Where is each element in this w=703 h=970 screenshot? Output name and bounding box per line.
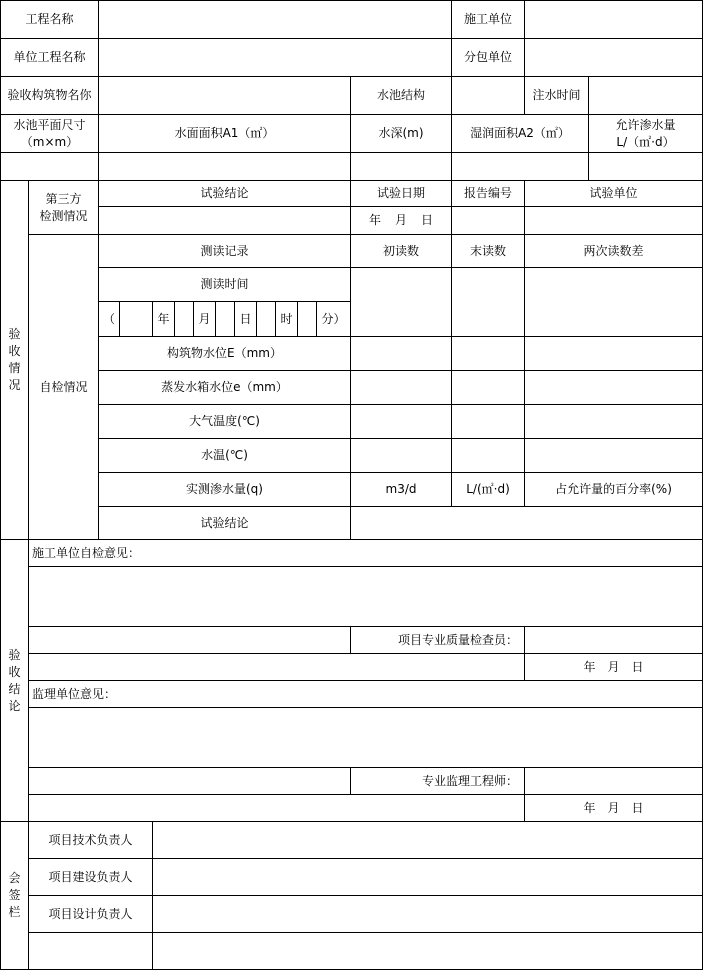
third-party-line1: 第三方 [45,191,82,206]
time-year-field[interactable] [119,301,153,337]
supervision-opinion-label: 监理单位意见： [28,680,703,708]
test-date-header: 试验日期 [350,180,452,207]
time-month-label: 月 [193,301,216,337]
water-area-label: 水面面积A1（㎡） [98,114,351,153]
time-hour-field[interactable] [256,301,276,337]
conclusion-title-char: 验 [8,647,21,662]
reading-time-label: 测读时间 [98,267,351,302]
wet-area-field[interactable] [451,152,589,181]
subcontract-unit-label: 分包单位 [451,38,525,77]
structure-level-diff[interactable] [524,336,703,371]
construction-sign-date[interactable]: 年 月 日 [524,653,703,681]
self-test-conclusion-field[interactable] [350,506,703,540]
water-temp-diff[interactable] [524,438,703,473]
air-temp-first[interactable] [350,404,452,439]
test-conclusion-header: 试验结论 [98,180,351,207]
allowed-seepage-line1: 允许渗水量 [615,117,676,132]
allowed-seepage-line2: L/（㎡·d） [616,134,675,149]
supervision-engineer-label: 专业监理工程师： [350,767,525,795]
construction-opinion-spacer [28,626,351,654]
project-name-field[interactable] [98,0,452,39]
construction-unit-label: 施工单位 [451,0,525,39]
plan-size-line2: （m×m） [20,134,79,149]
inspection-title-char: 况 [8,378,21,392]
reading-diff-header: 两次读数差 [524,234,703,268]
time-open-paren: （ [98,301,120,337]
test-unit-header: 试验单位 [524,180,703,207]
construction-lead-signature[interactable] [152,858,703,896]
construction-lead-label: 项目建设负责人 [28,858,153,896]
time-day-label: 日 [234,301,257,337]
test-unit-field[interactable] [524,206,703,235]
plan-size-field[interactable] [0,152,99,181]
air-temp-label: 大气温度(℃) [98,404,351,439]
extra-signer-signature[interactable] [152,932,703,970]
water-fill-time-label: 注水时间 [524,76,589,115]
evaporation-level-last[interactable] [451,370,525,405]
third-party-label [28,180,99,235]
measured-seepage-label: 实测渗水量(q) [98,472,351,507]
supervision-sign-date[interactable]: 年 月 日 [524,794,703,822]
unit-m3d: m3/d [350,472,452,507]
quality-inspector-label: 项目专业质量检查员： [350,626,525,654]
time-month-field[interactable] [174,301,194,337]
tech-lead-signature[interactable] [152,821,703,859]
structure-name-label: 验收构筑物名你 [0,76,99,115]
time-first-reading[interactable] [350,267,452,337]
date-day: 日 [421,213,434,227]
water-area-field[interactable] [98,152,351,181]
supervision-engineer-signature[interactable] [524,767,703,795]
evaporation-level-label: 蒸发水箱水位e（mm） [98,370,351,405]
air-temp-last[interactable] [451,404,525,439]
conclusion-title-char: 论 [8,698,21,713]
first-reading-header: 初读数 [350,234,452,268]
pool-structure-field[interactable] [451,76,525,115]
quality-inspector-signature[interactable] [524,626,703,654]
allowed-seepage-field[interactable] [588,152,703,181]
signoff-title-char: 签 [8,888,21,902]
construction-unit-field[interactable] [524,0,703,39]
unit-project-name-label: 单位工程名称 [0,38,99,77]
subcontract-unit-field[interactable] [524,38,703,77]
inspection-section-title [0,180,29,540]
self-check-label: 自检情况 [28,234,99,540]
reading-record-header: 测读记录 [98,234,351,268]
date-year: 年 [368,213,381,227]
report-no-header: 报告编号 [451,180,525,207]
signoff-section-title [0,821,29,970]
plan-size-label [0,114,99,153]
supervision-opinion-field[interactable] [28,707,703,768]
self-test-conclusion-label: 试验结论 [98,506,351,540]
conclusion-title-char: 结 [8,681,21,696]
report-no-field[interactable] [451,206,525,235]
unit-project-name-field[interactable] [98,38,452,77]
conclusion-title-char: 收 [8,664,21,679]
test-conclusion-field[interactable] [98,206,351,235]
time-reading-diff[interactable] [524,267,703,337]
air-temp-diff[interactable] [524,404,703,439]
evaporation-level-diff[interactable] [524,370,703,405]
plan-size-line1: 水池平面尺寸 [13,117,86,132]
wet-area-label: 湿润面积A2（㎡） [451,114,589,153]
signoff-title-char: 会 [8,871,21,885]
water-fill-time-field[interactable] [588,76,703,115]
extra-signer-label [28,932,153,970]
inspection-title-char: 收 [8,344,21,358]
tech-lead-label: 项目技术负责人 [28,821,153,859]
project-name-label: 工程名称 [0,0,99,39]
structure-level-last[interactable] [451,336,525,371]
evaporation-level-first[interactable] [350,370,452,405]
percent-allowed: 占允许量的百分率(%) [524,472,703,507]
construction-opinion-field[interactable] [28,566,703,627]
structure-name-field[interactable] [98,76,351,115]
date-month: 月 [394,213,407,227]
water-depth-label: 水深(m) [350,114,452,153]
water-depth-field[interactable] [350,152,452,181]
time-minute-label: 分） [316,301,351,337]
test-date-field[interactable] [350,206,452,235]
unit-lm2d: L/(㎡·d) [451,472,525,507]
water-temp-last[interactable] [451,438,525,473]
date1-spacer [28,653,525,681]
structure-level-first[interactable] [350,336,452,371]
signoff-title-char: 栏 [8,905,21,919]
supervision-opinion-spacer [28,767,351,795]
water-temp-label: 水温(℃) [98,438,351,473]
date2-spacer [28,794,525,822]
allowed-seepage-label [588,114,703,153]
structure-level-label: 构筑物水位E（mm） [98,336,351,371]
design-lead-label: 项目设计负责人 [28,895,153,933]
time-day-field[interactable] [215,301,235,337]
last-reading-header: 末读数 [451,234,525,268]
water-temp-first[interactable] [350,438,452,473]
time-hour-label: 时 [275,301,298,337]
time-minute-field[interactable] [297,301,317,337]
inspection-title-char: 情 [8,361,21,375]
third-party-line2: 检测情况 [39,208,88,223]
construction-opinion-label: 施工单位自检意见： [28,539,703,567]
inspection-title-char: 验 [8,327,21,341]
design-lead-signature[interactable] [152,895,703,933]
pool-structure-label: 水池结构 [350,76,452,115]
time-last-reading[interactable] [451,267,525,337]
conclusion-section-title [0,539,29,822]
time-year-label: 年 [152,301,175,337]
